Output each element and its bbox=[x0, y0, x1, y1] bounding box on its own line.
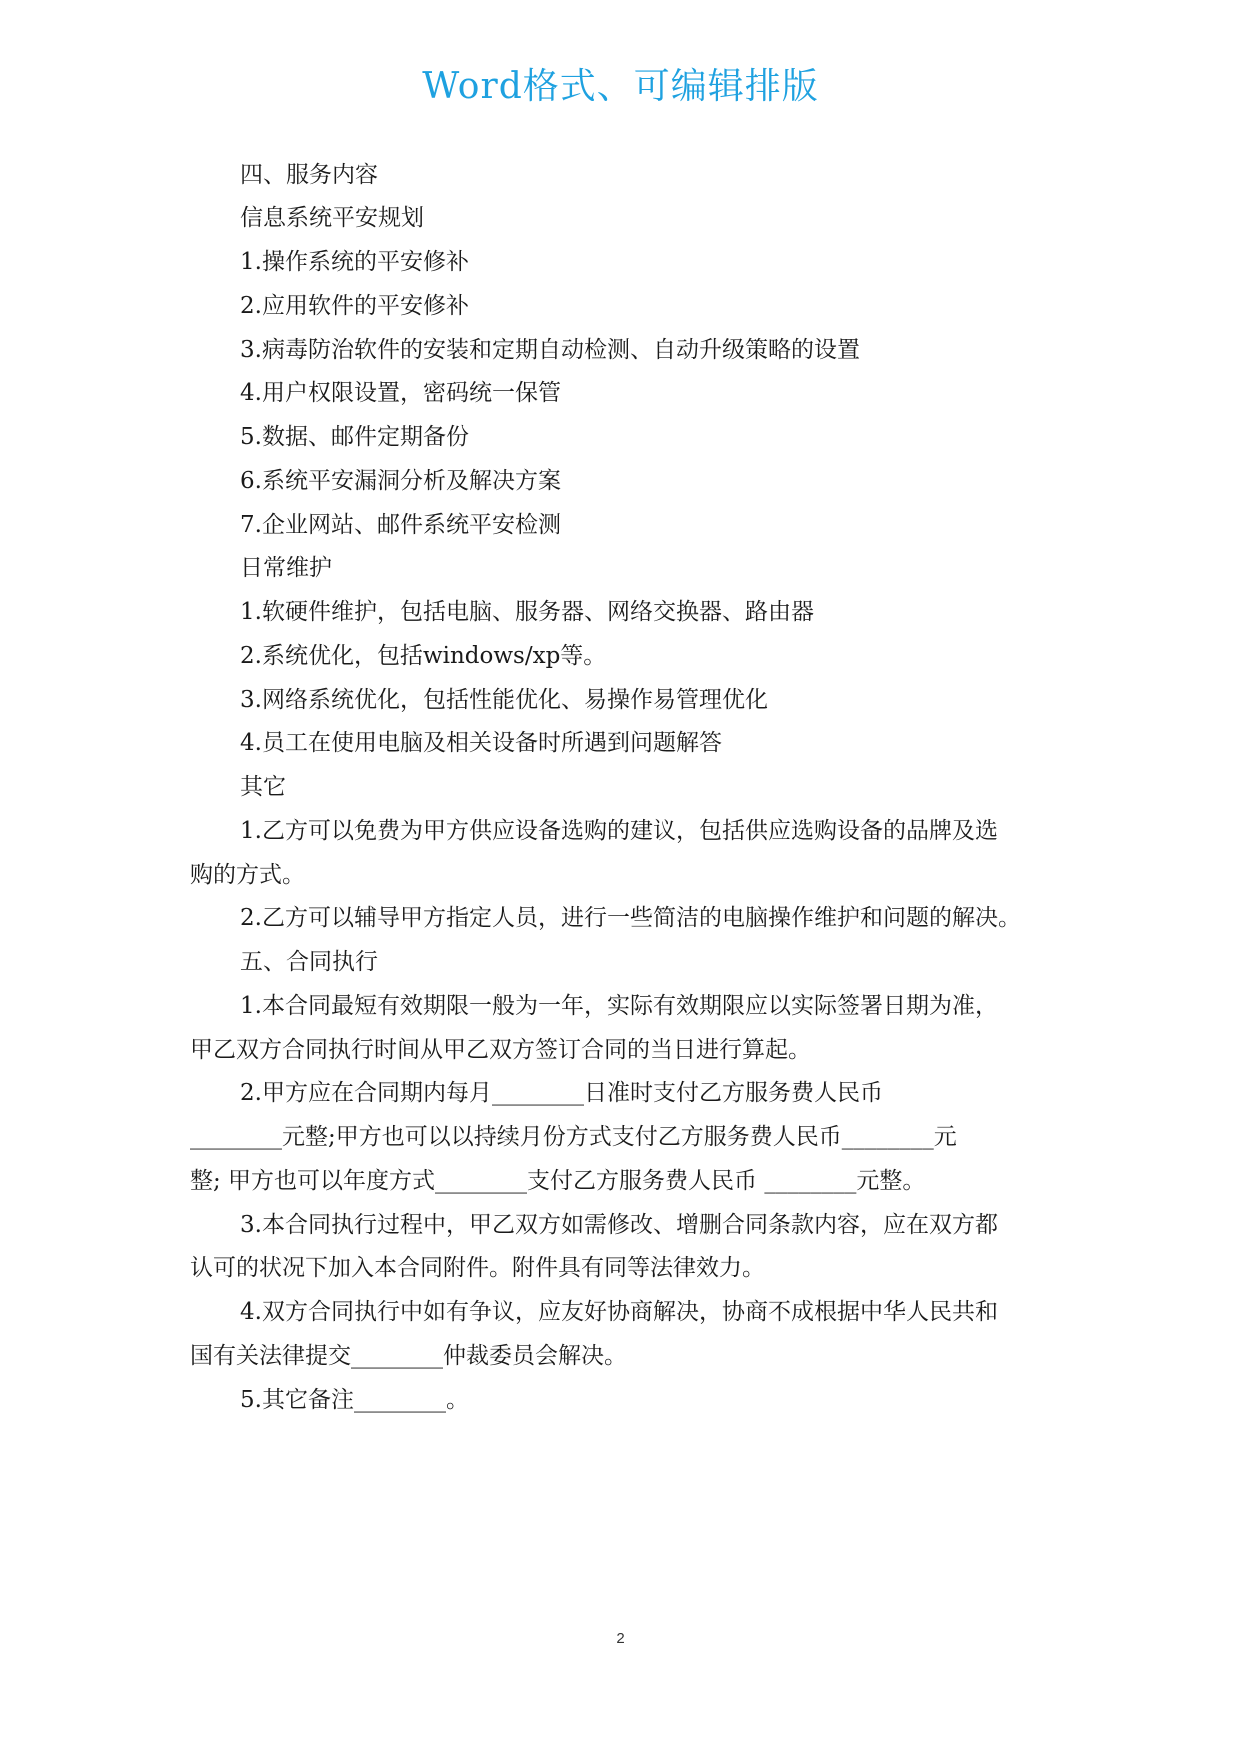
paragraph-line: 3.网络系统优化，包括性能优化、易操作易管理优化 bbox=[240, 687, 768, 713]
paragraph-line: 1.软硬件维护，包括电脑、服务器、网络交换器、路由器 bbox=[240, 599, 814, 625]
paragraph-line: ________元整;甲方也可以以持续月份方式支付乙方服务费人民币________元 bbox=[190, 1124, 957, 1150]
subsection-heading-security-planning: 信息系统平安规划 bbox=[240, 205, 424, 231]
paragraph-line: 2.乙方可以辅导甲方指定人员，进行一些简洁的电脑操作维护和问题的解决。 bbox=[240, 905, 1021, 931]
paragraph-line: 1.操作系统的平安修补 bbox=[240, 249, 469, 275]
subsection-heading-daily-maintenance: 日常维护 bbox=[240, 555, 332, 581]
paragraph-line: 1.本合同最短有效期限一般为一年，实际有效期限应以实际签署日期为准， bbox=[240, 993, 998, 1019]
paragraph-line: 3.本合同执行过程中，甲乙双方如需修改、增删合同条款内容，应在双方都 bbox=[240, 1212, 998, 1238]
paragraph-line: 整; 甲方也可以年度方式________支付乙方服务费人民币 ________元整。 bbox=[190, 1168, 926, 1194]
paragraph-line: 4.用户权限设置，密码统一保管 bbox=[240, 380, 561, 406]
paragraph-line: 购的方式。 bbox=[190, 862, 305, 888]
paragraph-line: 3.病毒防治软件的安装和定期自动检测、自动升级策略的设置 bbox=[240, 337, 860, 363]
paragraph-line: 6.系统平安漏洞分析及解决方案 bbox=[240, 468, 561, 494]
paragraph-line: 1.乙方可以免费为甲方供应设备选购的建议，包括供应选购设备的品牌及选 bbox=[240, 818, 998, 844]
paragraph-line: 4.员工在使用电脑及相关设备时所遇到问题解答 bbox=[240, 730, 722, 756]
section-heading-service-content: 四、服务内容 bbox=[240, 162, 378, 188]
document-header-title: Word格式、可编辑排版 bbox=[422, 66, 819, 107]
paragraph-line: 2.系统优化，包括windows/xp等。 bbox=[240, 643, 607, 669]
subsection-heading-other: 其它 bbox=[240, 774, 286, 800]
paragraph-line: 4.双方合同执行中如有争议，应友好协商解决，协商不成根据中华人民共和 bbox=[240, 1299, 998, 1325]
paragraph-line: 认可的状况下加入本合同附件。附件具有同等法律效力。 bbox=[190, 1255, 765, 1281]
page-number: 2 bbox=[616, 1630, 625, 1647]
paragraph-line: 国有关法律提交________仲裁委员会解决。 bbox=[190, 1343, 627, 1369]
paragraph-line: 5.其它备注________。 bbox=[240, 1387, 469, 1413]
paragraph-line: 5.数据、邮件定期备份 bbox=[240, 424, 469, 450]
paragraph-line: 甲乙双方合同执行时间从甲乙双方签订合同的当日进行算起。 bbox=[190, 1037, 811, 1063]
paragraph-line: 7.企业网站、邮件系统平安检测 bbox=[240, 512, 561, 538]
paragraph-line: 2.应用软件的平安修补 bbox=[240, 293, 469, 319]
section-heading-contract-execution: 五、合同执行 bbox=[240, 949, 378, 975]
paragraph-line: 2.甲方应在合同期内每月________日准时支付乙方服务费人民币 bbox=[240, 1080, 883, 1106]
